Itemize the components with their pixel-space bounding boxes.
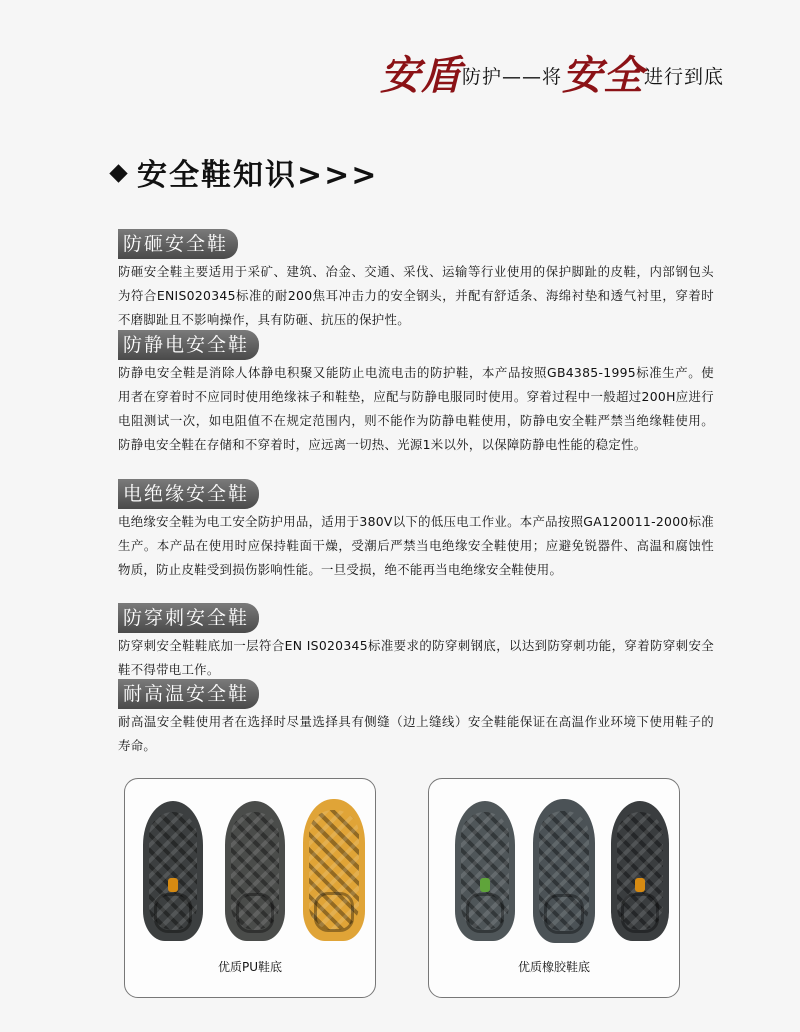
slogan-safety: 安全 [562,52,645,99]
rubber-sole-photo [428,778,680,998]
page-title-text: 安全鞋知识>>> [137,158,379,193]
page-title [112,150,378,194]
section-insulation [118,479,714,582]
section-text: 电绝缘安全鞋为电工安全防护用品，适用于380V以下的低压电工作业。本产品按照GA120011-2000标准生产。本产品在使用时应保持鞋面干燥，受潮后严禁当电绝缘安全鞋使用；应避免锐器件、高温和腐蚀性物质，防止皮鞋受到损伤影响性能。一旦受损，绝不能再当电绝缘安全鞋使用。 [118,514,714,577]
shoe-sole-image [455,801,515,941]
photo-caption: 优质PU鞋底 [217,960,283,974]
shoe-sole-image [611,801,669,941]
slogan-end: 进行到底 [644,66,725,88]
shoe-sole-image [533,799,595,943]
section-heading: 电绝缘安全鞋 [118,479,259,509]
section-text: 防砸安全鞋主要适用于采矿、建筑、冶金、交通、采伐、运输等行业使用的保护脚趾的皮鞋，内部钢包头为符合ENIS020345标准的耐200焦耳冲击力的安全钢头，并配有舒适条、海绵衬垫和透气衬里，穿着时不磨脚趾且不影响操作，具有防砸、抗压的保护性。 [118,264,714,327]
photo-caption: 优质橡胶鞋底 [517,960,590,974]
slogan-brand: 安盾 [380,52,462,99]
section-heading: 防砸安全鞋 [118,229,238,259]
section-heading: 防静电安全鞋 [118,330,259,360]
section-heat-resistant [118,679,714,758]
diamond-bullet-icon [109,164,127,182]
section-heading: 防穿刺安全鞋 [118,603,259,633]
shoe-sole-image [225,801,285,941]
section-text: 耐高温安全鞋使用者在选择时尽量选择具有侧缝（边上缝线）安全鞋能保证在高温作业环境下使用鞋子的寿命。 [118,714,714,753]
pu-sole-photo [124,778,376,998]
shoe-sole-image [303,799,365,941]
section-text: 防静电安全鞋是消除人体静电积聚又能防止电流电击的防护鞋，本产品按照GB4385-1995标准生产。使用者在穿着时不应同时使用绝缘袜子和鞋垫，应配与防静电服同时使用。穿着过程中一般超过200H应进行电阻测试一次，如电阻值不在规定范围内，则不能作为防静电鞋使用，防静电安全鞋严禁当绝缘鞋使用。防静电安全鞋在存储和不穿着时，应远离一切热、光源1米以外，以保障防静电性能的稳定性。 [118,365,714,452]
section-text: 防穿刺安全鞋鞋底加一层符合EN IS020345标准要求的防穿刺钢底，以达到防穿刺功能，穿着防穿刺安全鞋不得带电工作。 [118,638,714,677]
section-anti-puncture [118,603,714,682]
shoe-sole-image [143,801,203,941]
slogan [380,44,724,104]
section-anti-smash [118,229,714,332]
section-heading: 耐高温安全鞋 [118,679,259,709]
slogan-mid: 防护——将 [462,66,563,88]
section-anti-static [118,330,714,457]
